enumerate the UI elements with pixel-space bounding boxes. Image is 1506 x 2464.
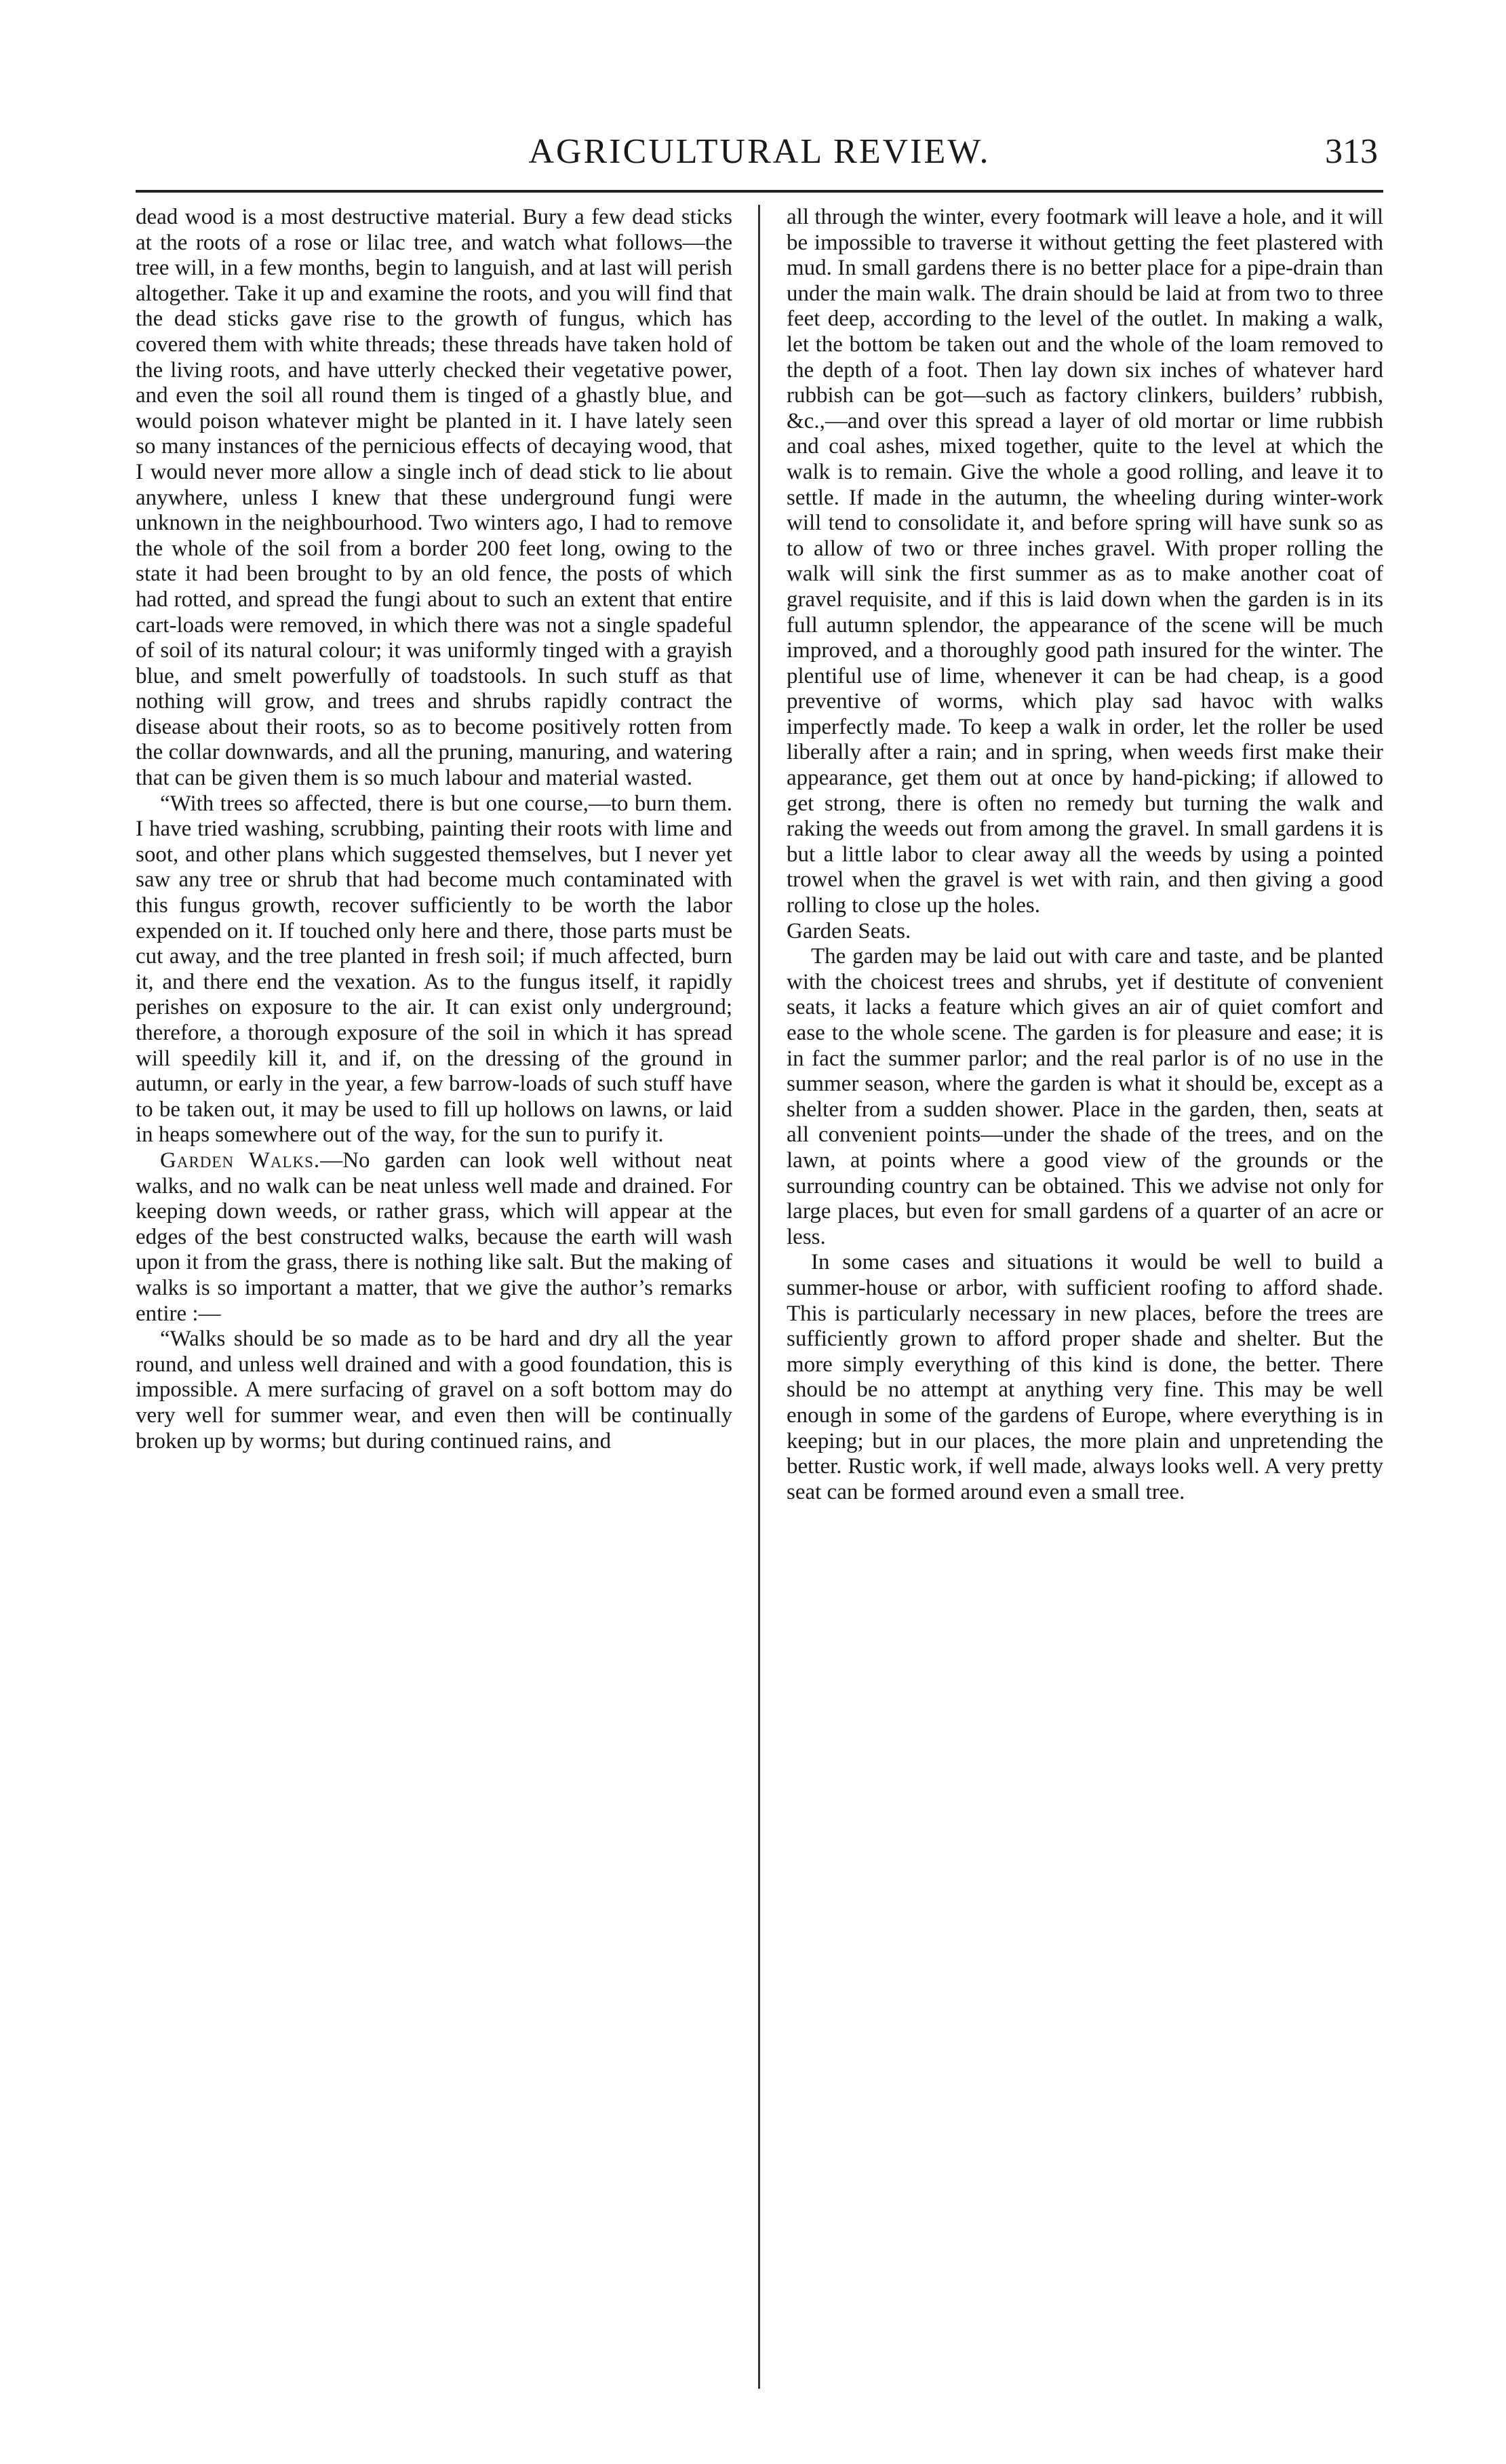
left-column [136, 205, 732, 2409]
column-rule [758, 205, 760, 2389]
left-paragraph-2: “With trees so affected, there is but one course,—to burn them. I have tried washing, scrubbing, painting their roots with lime and soot, and other plans which suggested themselves, but I never yet saw any tree or shrub that had become much contaminated with this fungus growth, recover sufficiently to be worth the labor expended on it. If touched only here and there, those parts must be cut away, and the tree planted in fresh soil; if much affected, burn it, and there end the vexation. As to the fungus itself, it rapidly perishes on exposure to the air. It can exist only underground; therefore, a thorough exposure of the soil in which it has spread will speedily kill it, and if, on the dressing of the ground in autumn, or early in the year, a few barrow-loads of such stuff have to be taken out, it may be used to fill up hollows on lawns, or laid in heaps somewhere out of the way, for the sun to purify it. [136, 791, 732, 1148]
left-paragraph-3 [136, 1148, 732, 1327]
right-paragraph-2: The garden may be laid out with care and taste, and be planted with the choicest trees and shrubs, yet if destitute of convenient seats, it lacks a feature which gives an air of quiet comfort and ease to the whole scene. The garden is for pleasure and ease; it is in fact the summer parlor; and the real parlor is of no use in the summer season, where the garden is what it should be, except as a shelter from a sudden shower. Place in the garden, then, seats at all convenient points—under the shade of the trees, and on the lawn, at points where a good view of the grounds or the surrounding country can be obtained. This we advise not only for large places, but even for small gardens of a quarter of an acre or less. [787, 944, 1383, 1249]
page-number: 313 [1325, 132, 1378, 171]
garden-walks-body: —No garden can look well without neat walks, and no walk can be neat unless well made and drained. For keeping down weeds, or rather grass, which will appear at the edges of the best constructed walks, because the earth will wash upon it from the grass, there is nothing like salt. But the making of walks is so important a matter, that we give the author’s remarks entire :— [136, 1148, 732, 1326]
right-column [787, 205, 1383, 2409]
garden-seats-heading: Garden Seats. [787, 918, 911, 943]
page-header [136, 129, 1383, 193]
running-head: AGRICULTURAL REVIEW. [528, 132, 991, 171]
right-paragraph-3: In some cases and situations it would be well to build a summer-house or arbor, with sufficient roofing to afford shade. This is particularly necessary in new places, before the trees are sufficiently grown to afford proper shade and shelter. But the more simply everything of this kind is done, the better. There should be no attempt at anything very fine. This may be well enough in some of the gardens of Europe, where everything is in keeping; but in our places, the more plain and unpretending the better. Rustic work, if well made, always looks well. A very pretty seat can be formed around even a small tree. [787, 1250, 1383, 1504]
page [136, 129, 1383, 2421]
garden-walks-heading: Garden Walks. [160, 1148, 321, 1173]
right-paragraph-1: all through the winter, every footmark will leave a hole, and it will be impossible to traverse it without getting the feet plastered with mud. In small gardens there is no better place for a pipe-drain than under the main walk. The drain should be laid at from two to three feet deep, according to the level of the outlet. In making a walk, let the bottom be taken out and the whole of the loam removed to the depth of a foot. Then lay down six inches of whatever hard rubbish can be got—such as factory clinkers, builders’ rubbish, &c.,—and over this spread a layer of old mortar or lime rubbish and coal ashes, mixed together, quite to the level at which the walk is to remain. Give the whole a good rolling, and leave it to settle. If made in the autumn, the wheeling during winter-work will tend to consolidate it, and before spring will have sunk so as to allow of two or three inches gravel. With proper rolling the walk will sink the first summer as as to make another coat of gravel requisite, and if this is laid down when the garden is in its full autumn splendor, the appearance of the scene will be much improved, and a thoroughly good path insured for the winter. The plentiful use of lime, whenever it can be had cheap, is a good preventive of worms, which play sad havoc with walks imperfectly made. To keep a walk in order, let the roller be used liberally after a rain; and in spring, when weeds first make their appearance, get them out at once by hand-picking; if allowed to get strong, there is often no remedy but turning the walk and raking the weeds out from among the gravel. In small gardens it is but a little labor to clear away all the weeds by using a pointed trowel when the gravel is wet with rain, and then giving a good rolling to close up the holes. [787, 205, 1383, 918]
left-paragraph-4: “Walks should be so made as to be hard and dry all the year round, and unless well drained and with a good foundation, this is impossible. A mere surfacing of gravel on a soft bottom may do very well for summer wear, and even then will be continually broken up by worms; but during continued rains, and [136, 1327, 732, 1453]
text-columns [136, 205, 1383, 2409]
left-paragraph-1: dead wood is a most destructive material. Bury a few dead sticks at the roots of a rose or lilac tree, and watch what follows—the tree will, in a few months, begin to languish, and at last will perish altogether. Take it up and examine the roots, and you will find that the dead sticks gave rise to the growth of fungus, which has covered them with white threads; these threads have taken hold of the living roots, and have utterly checked their vegetative power, and even the soil all round them is tinged of a ghastly blue, and would poison whatever might be planted in it. I have lately seen so many instances of the pernicious effects of decaying wood, that I would never more allow a single inch of dead stick to lie about anywhere, unless I knew that these underground fungi were unknown in the neighbourhood. Two winters ago, I had to remove the whole of the soil from a border 200 feet long, owing to the state it had been brought to by an old fence, the posts of which had rotted, and spread the fungi about to such an extent that entire cart-loads were removed, in which there was not a single spadeful of soil of its natural colour; it was uniformly tinged with a grayish blue, and smelt powerfully of toadstools. In such stuff as that nothing will grow, and trees and shrubs rapidly contract the disease about their roots, so as to become positively rotten from the collar downwards, and all the pruning, manuring, and watering that can be given them is so much labour and material wasted. [136, 205, 732, 791]
